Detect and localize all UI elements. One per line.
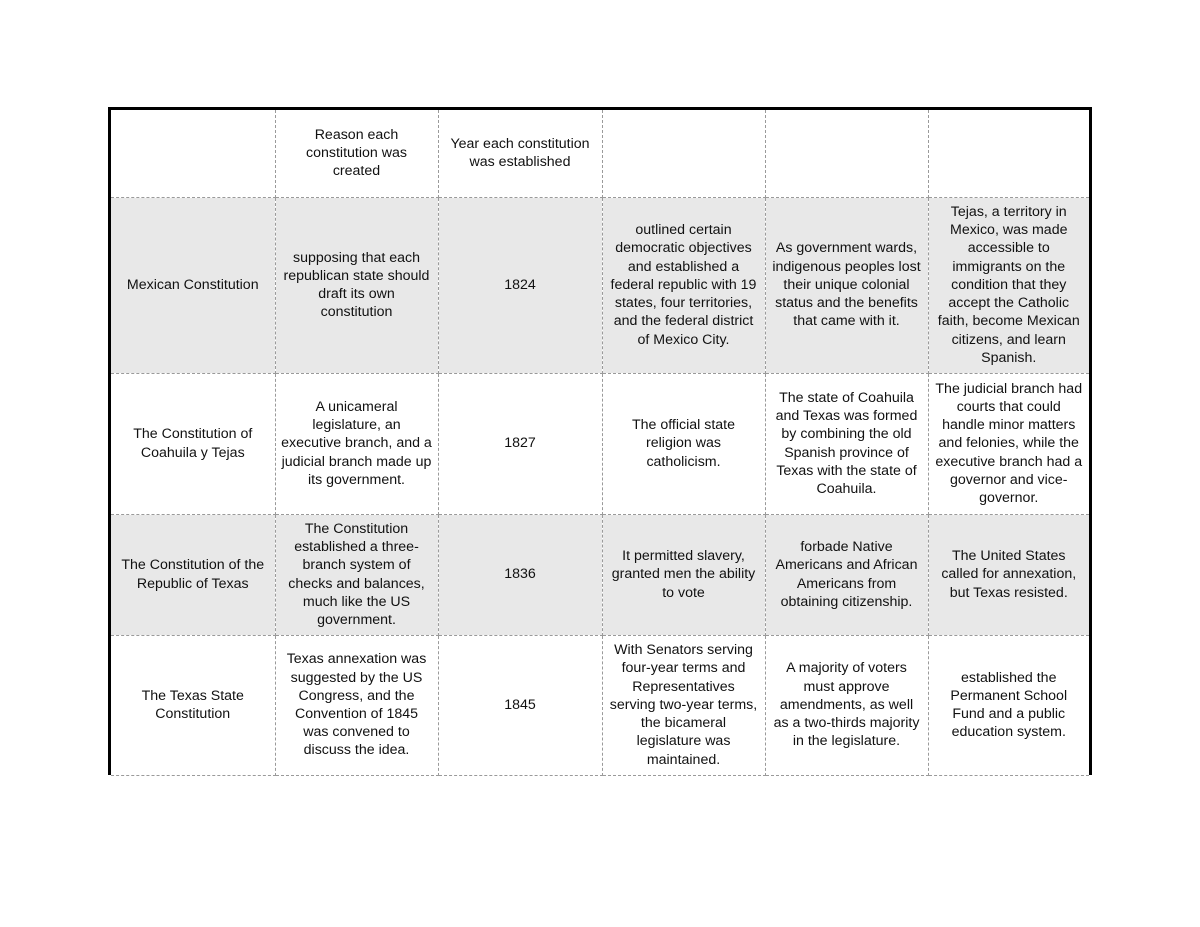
detail-cell-col3: The official state religion was catholicism. — [602, 373, 765, 514]
header-cell-col4 — [765, 110, 928, 197]
year-cell: 1824 — [438, 197, 602, 373]
constitution-name: The Texas State Constitution — [111, 635, 275, 775]
detail-cell-col3: With Senators serving four-year terms and Representatives serving two-year terms, the bicameral legislature was maintained. — [602, 635, 765, 775]
year-cell: 1827 — [438, 373, 602, 514]
constitution-name: Mexican Constitution — [111, 197, 275, 373]
table-row — [111, 635, 1089, 775]
table-row — [111, 197, 1089, 373]
header-cell-reason: Reason each constitution was created — [275, 110, 438, 197]
constitutions-table — [108, 107, 1092, 775]
constitution-name: The Constitution of the Republic of Texas — [111, 514, 275, 635]
detail-cell-col5: established the Permanent School Fund and a public education system. — [928, 635, 1089, 775]
comparison-table — [111, 110, 1089, 776]
reason-cell: supposing that each republican state should draft its own constitution — [275, 197, 438, 373]
detail-cell-col3: outlined certain democratic objectives and established a federal republic with 19 states, four territories, and the federal district of Mexico City. — [602, 197, 765, 373]
detail-cell-col5: The United States called for annexation, but Texas resisted. — [928, 514, 1089, 635]
detail-cell-col4: The state of Coahuila and Texas was formed by combining the old Spanish province of Texas with the state of Coahuila. — [765, 373, 928, 514]
header-cell-col5 — [928, 110, 1089, 197]
header-cell-col3 — [602, 110, 765, 197]
detail-cell-col5: Tejas, a territory in Mexico, was made accessible to immigrants on the condition that they accept the Catholic faith, become Mexican citizens, and learn Spanish. — [928, 197, 1089, 373]
reason-cell: Texas annexation was suggested by the US Congress, and the Convention of 1845 was convened to discuss the idea. — [275, 635, 438, 775]
year-cell: 1836 — [438, 514, 602, 635]
reason-cell: A unicameral legislature, an executive branch, and a judicial branch made up its government. — [275, 373, 438, 514]
constitution-name: The Constitution of Coahuila y Tejas — [111, 373, 275, 514]
detail-cell-col4: forbade Native Americans and African Americans from obtaining citizenship. — [765, 514, 928, 635]
detail-cell-col4: A majority of voters must approve amendments, as well as a two-thirds majority in the legislature. — [765, 635, 928, 775]
detail-cell-col5: The judicial branch had courts that could handle minor matters and felonies, while the executive branch had a governor and vice-governor. — [928, 373, 1089, 514]
table-row — [111, 514, 1089, 635]
year-cell: 1845 — [438, 635, 602, 775]
header-cell-year: Year each constitution was established — [438, 110, 602, 197]
detail-cell-col4: As government wards, indigenous peoples lost their unique colonial status and the benefits that came with it. — [765, 197, 928, 373]
detail-cell-col3: It permitted slavery, granted men the ability to vote — [602, 514, 765, 635]
header-row — [111, 110, 1089, 197]
header-cell-empty — [111, 110, 275, 197]
table-row — [111, 373, 1089, 514]
reason-cell: The Constitution established a three-branch system of checks and balances, much like the US government. — [275, 514, 438, 635]
